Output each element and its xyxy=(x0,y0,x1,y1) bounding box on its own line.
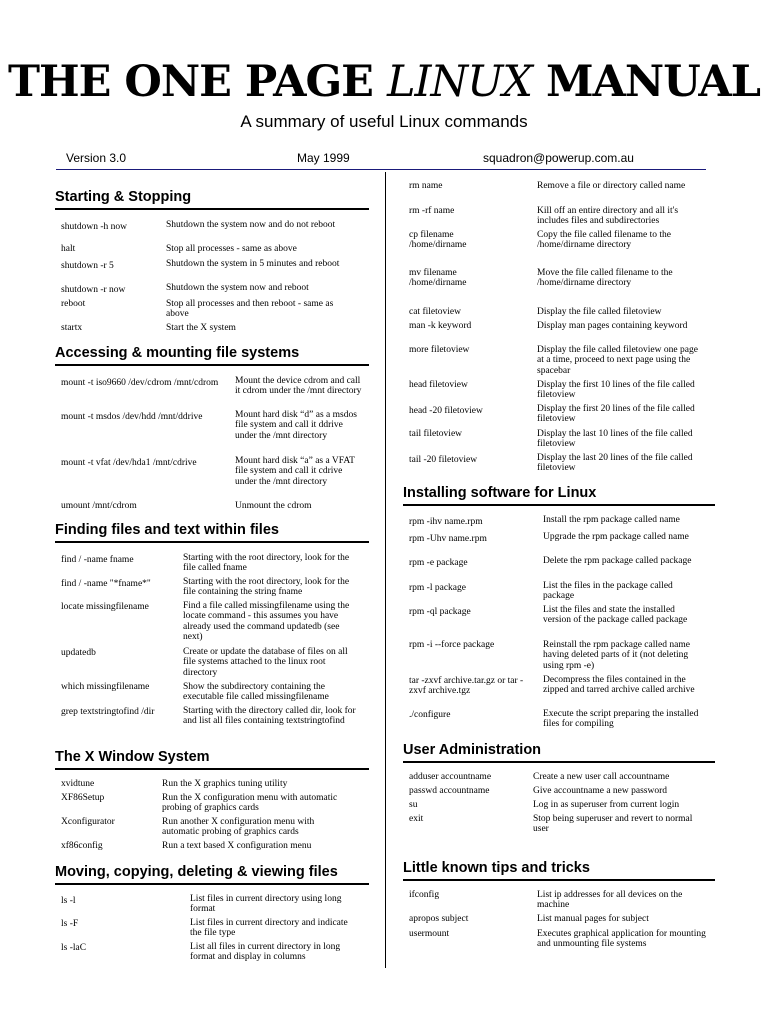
command-cell: ls -laC xyxy=(61,943,87,953)
description-cell: Stop all processes and then reboot - same as above xyxy=(166,299,334,320)
command-cell: usermount xyxy=(409,929,450,939)
description-cell: Give accountname a new password xyxy=(533,786,668,796)
section-title-users: User Administration xyxy=(403,742,542,758)
command-cell: find / -name fname xyxy=(61,555,134,565)
description-cell: Shutdown the system in 5 minutes and reboot xyxy=(166,259,340,269)
description-cell: Starting with the root directory, look for the file called fname xyxy=(183,553,350,574)
description-cell: List manual pages for subject xyxy=(537,914,649,924)
command-cell: exit xyxy=(409,814,424,824)
description-cell: Run the X configuration menu with automatic probing of graphics cards xyxy=(162,793,338,814)
section-title-finding: Finding files and text within files xyxy=(55,522,279,538)
section-rule xyxy=(55,883,369,885)
command-cell: shutdown -r now xyxy=(61,285,126,295)
command-cell: head -20 filetoview xyxy=(409,406,483,416)
description-cell: List ip addresses for all devices on the machine xyxy=(537,890,683,911)
description-cell: Run another X configuration menu with automatic probing of graphics cards xyxy=(162,817,315,838)
command-cell: man -k keyword xyxy=(409,321,472,331)
section-title-xwindow: The X Window System xyxy=(55,749,210,765)
command-cell: XF86Setup xyxy=(61,793,105,803)
description-cell: Shutdown the system now and do not reboot xyxy=(166,220,336,230)
description-cell: Display the last 10 lines of the file called filetoview xyxy=(537,429,693,450)
description-cell: Starting with the directory called dir, look for and list all files containing textstringtofind xyxy=(183,706,356,727)
description-cell: Kill off an entire directory and all it's includes files and subdirectories xyxy=(537,206,679,227)
title-part2: MANUAL xyxy=(545,57,760,107)
command-cell: ls -l xyxy=(61,896,76,906)
description-cell: Mount the device cdrom and call it cdrom under the /mnt directory xyxy=(235,376,362,397)
description-cell: Log in as superuser from current login xyxy=(533,800,680,810)
command-cell: ./configure xyxy=(409,710,451,720)
description-cell: Display man pages containing keyword xyxy=(537,321,688,331)
command-cell: rpm -i --force package xyxy=(409,640,495,650)
command-cell: rpm -e package xyxy=(409,558,468,568)
command-cell: rpm -l package xyxy=(409,583,466,593)
command-cell: startx xyxy=(61,323,83,333)
command-cell: tail -20 filetoview xyxy=(409,455,478,465)
section-title-tips: Little known tips and tricks xyxy=(403,860,590,876)
title-part1: THE ONE PAGE xyxy=(8,57,373,107)
header-divider xyxy=(56,169,706,170)
command-cell: grep textstringtofind /dir xyxy=(61,707,155,717)
command-cell: head filetoview xyxy=(409,380,468,390)
description-cell: Display the first 20 lines of the file called filetoview xyxy=(537,404,695,425)
description-cell: List files in current directory using long format xyxy=(190,894,342,915)
section-title-starting: Starting & Stopping xyxy=(55,189,192,205)
section-rule xyxy=(55,208,369,210)
section-rule xyxy=(55,541,369,543)
description-cell: Display the first 10 lines of the file called filetoview xyxy=(537,380,695,401)
description-cell: Upgrade the rpm package called name xyxy=(543,532,689,542)
page-subtitle: A summary of useful Linux commands xyxy=(240,112,528,131)
section-rule xyxy=(55,768,369,770)
title-linux: LINUX xyxy=(386,57,532,107)
description-cell: Unmount the cdrom xyxy=(235,501,312,511)
description-cell: Remove a file or directory called name xyxy=(537,181,686,191)
command-cell: tail filetoview xyxy=(409,429,463,439)
column-divider xyxy=(385,172,386,968)
description-cell: Show the subdirectory containing the executable file called missingfilename xyxy=(183,682,329,703)
description-cell: Move the file called filename to the /home/dirname directory xyxy=(537,268,673,289)
version-label: Version 3.0 xyxy=(66,151,127,165)
description-cell: Run the X graphics tuning utility xyxy=(162,779,288,789)
command-cell: xvidtune xyxy=(61,779,95,789)
command-cell: tar -zxvf archive.tar.gz or tar -zxvf archive.tgz xyxy=(409,676,524,697)
section-rule xyxy=(55,364,369,366)
command-cell: apropos subject xyxy=(409,914,469,924)
command-cell: passwd accountname xyxy=(409,786,490,796)
section-rule xyxy=(403,879,715,881)
description-cell: Decompress the files contained in the zipped and tarred archive called archive xyxy=(543,675,695,696)
command-cell: Xconfigurator xyxy=(61,817,115,827)
command-cell: cat filetoview xyxy=(409,307,461,317)
command-cell: ls -F xyxy=(61,919,79,929)
description-cell: List the files and state the installed version of the package called package xyxy=(543,605,688,626)
description-cell: List files in current directory and indicate the file type xyxy=(190,918,348,939)
command-cell: cp filename /home/dirname xyxy=(409,230,467,251)
section-rule xyxy=(403,761,715,763)
description-cell: List all files in current directory in long format and display in columns xyxy=(190,942,341,963)
description-cell: Mount hard disk “a” as a VFAT file system and call it cdrive under the /mnt directory xyxy=(235,456,355,487)
command-cell: shutdown -h now xyxy=(61,222,127,232)
date-label: May 1999 xyxy=(297,151,350,165)
description-cell: Stop all processes - same as above xyxy=(166,244,297,254)
description-cell: List the files in the package called package xyxy=(543,581,673,602)
command-cell: rpm -ql package xyxy=(409,607,471,617)
description-cell: Create or update the database of files on all file systems attached to the linux root directory xyxy=(183,647,348,678)
description-cell: Execute the script preparing the installed files for compiling xyxy=(543,709,699,730)
command-cell: ifconfig xyxy=(409,890,440,900)
command-cell: adduser accountname xyxy=(409,772,492,782)
description-cell: Install the rpm package called name xyxy=(543,515,680,525)
command-cell: rm -rf name xyxy=(409,206,455,216)
description-cell: Find a file called missingfilename using the locate command - this assumes you have already used the command updatedb (see next) xyxy=(183,601,350,642)
description-cell: Start the X system xyxy=(166,323,236,333)
command-cell: xf86config xyxy=(61,841,103,851)
command-cell: rpm -Uhv name.rpm xyxy=(409,534,487,544)
description-cell: Starting with the root directory, look for the file containing the string fname xyxy=(183,577,350,598)
section-title-installing: Installing software for Linux xyxy=(403,485,597,501)
description-cell: Display the file called filetoview xyxy=(537,307,662,317)
section-title-moving: Moving, copying, deleting & viewing files xyxy=(55,864,338,880)
command-cell: mount -t vfat /dev/hda1 /mnt/cdrive xyxy=(61,458,197,468)
command-cell: which missingfilename xyxy=(61,682,150,692)
page-title xyxy=(0,58,768,106)
section-rule xyxy=(403,504,715,506)
command-cell: find / -name "*fname*" xyxy=(61,579,151,589)
description-cell: Delete the rpm package called package xyxy=(543,556,692,566)
description-cell: Stop being superuser and revert to normal user xyxy=(533,814,693,835)
command-cell: more filetoview xyxy=(409,345,470,355)
command-cell: updatedb xyxy=(61,648,96,658)
command-cell: mount -t iso9660 /dev/cdrom /mnt/cdrom xyxy=(61,378,219,388)
email-label: squadron@powerup.com.au xyxy=(483,151,634,165)
description-cell: Display the file called filetoview one page at a time, proceed to next page using the spacebar xyxy=(537,345,698,376)
command-cell: rm name xyxy=(409,181,443,191)
command-cell: shutdown -r 5 xyxy=(61,261,114,271)
description-cell: Shutdown the system now and reboot xyxy=(166,283,309,293)
command-cell: mv filename /home/dirname xyxy=(409,268,467,289)
command-cell: umount /mnt/cdrom xyxy=(61,501,137,511)
description-cell: Executes graphical application for mounting and unmounting file systems xyxy=(537,929,706,950)
section-title-mounting: Accessing & mounting file systems xyxy=(55,345,300,361)
description-cell: Create a new user call accountname xyxy=(533,772,670,782)
description-cell: Reinstall the rpm package called name having deleted parts of it (not deleting using rpm -e) xyxy=(543,640,690,671)
command-cell: su xyxy=(409,800,418,810)
description-cell: Mount hard disk “d” as a msdos file system and call it ddrive under the /mnt directory xyxy=(235,410,357,441)
command-cell: reboot xyxy=(61,299,86,309)
command-cell: rpm -ihv name.rpm xyxy=(409,517,483,527)
command-cell: mount -t msdos /dev/hdd /mnt/ddrive xyxy=(61,412,203,422)
description-cell: Copy the file called filename to the /home/dirname directory xyxy=(537,230,672,251)
command-cell: locate missingfilename xyxy=(61,602,149,612)
command-cell: halt xyxy=(61,244,76,254)
description-cell: Display the last 20 lines of the file called filetoview xyxy=(537,453,693,474)
description-cell: Run a text based X configuration menu xyxy=(162,841,312,851)
